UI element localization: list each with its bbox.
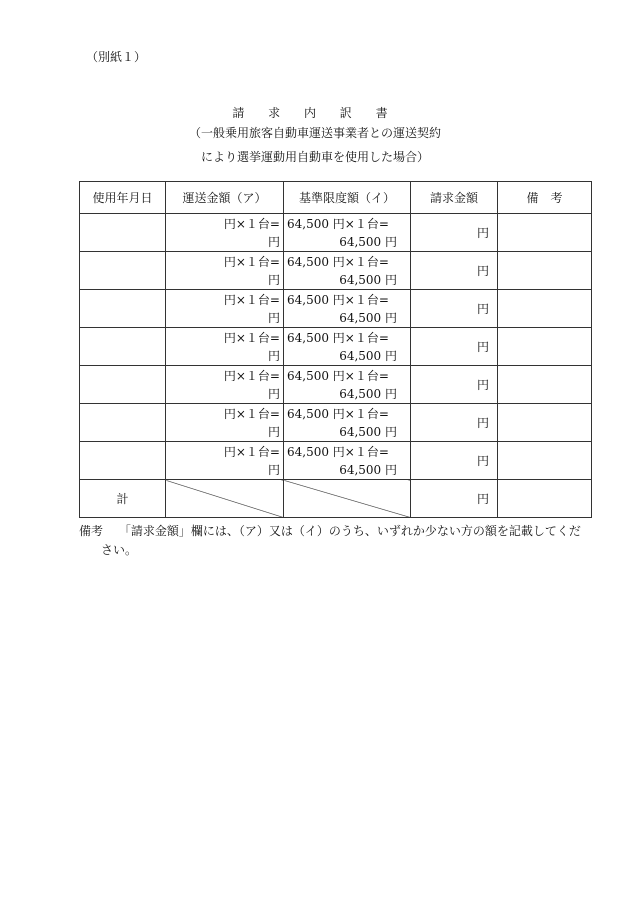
subtitle-line2: により選挙運動用自動車を使用した場合） — [200, 150, 429, 164]
limit-cell — [284, 328, 411, 366]
limit-total: 64,500 円 — [339, 234, 397, 249]
fare-total: 円 — [267, 310, 280, 325]
table-row — [80, 404, 592, 442]
fare-total: 円 — [267, 234, 280, 249]
fare-formula: 円×１台= — [223, 406, 280, 421]
table-row — [80, 366, 592, 404]
limit-formula: 64,500 円×１台= — [287, 406, 389, 421]
note — [79, 522, 599, 560]
limit-cell — [284, 252, 411, 290]
claim-cell[interactable]: 円 — [411, 404, 498, 442]
claim-total-cell[interactable]: 円 — [411, 480, 498, 518]
fare-cell[interactable] — [166, 214, 284, 252]
note-label: 備考 — [79, 524, 104, 538]
fare-total: 円 — [267, 348, 280, 363]
note-line2: さい。 — [101, 543, 138, 557]
date-cell[interactable] — [80, 214, 166, 252]
fare-total: 円 — [267, 462, 280, 477]
limit-formula: 64,500 円×１台= — [287, 216, 389, 231]
remarks-cell[interactable] — [498, 214, 592, 252]
limit-total: 64,500 円 — [339, 462, 397, 477]
limit-formula: 64,500 円×１台= — [287, 254, 389, 269]
limit-total-crossed — [284, 480, 411, 518]
date-cell[interactable] — [80, 442, 166, 480]
note-text: 「請求金額」欄には、（ア）又は（イ）のうち、いずれか少ない方の額を記載してくだ — [118, 524, 581, 538]
fare-total: 円 — [267, 386, 280, 401]
header-fare: 運送金額（ア） — [166, 182, 284, 214]
limit-formula: 64,500 円×１台= — [287, 330, 389, 345]
document-title: 請 求 内 訳 書 — [232, 106, 398, 120]
subtitle-line1: （一般乗用旅客自動車運送事業者との運送契約 — [188, 126, 441, 140]
remarks-cell[interactable] — [498, 404, 592, 442]
date-cell[interactable] — [80, 404, 166, 442]
date-cell[interactable] — [80, 252, 166, 290]
claim-cell[interactable]: 円 — [411, 442, 498, 480]
fare-cell[interactable] — [166, 328, 284, 366]
fare-formula: 円×１台= — [223, 330, 280, 345]
fare-formula: 円×１台= — [223, 292, 280, 307]
fare-cell[interactable] — [166, 366, 284, 404]
annex-label: （別紙１） — [86, 50, 147, 64]
fare-formula: 円×１台= — [223, 254, 280, 269]
note-line1 — [79, 522, 599, 540]
header-row — [80, 182, 592, 214]
limit-cell — [284, 404, 411, 442]
date-cell[interactable] — [80, 328, 166, 366]
remarks-cell[interactable] — [498, 366, 592, 404]
remarks-cell[interactable] — [498, 442, 592, 480]
fare-cell[interactable] — [166, 442, 284, 480]
limit-formula: 64,500 円×１台= — [287, 292, 389, 307]
fare-cell[interactable] — [166, 290, 284, 328]
fare-cell[interactable] — [166, 404, 284, 442]
table-row — [80, 328, 592, 366]
table-row — [80, 214, 592, 252]
total-label: 計 — [80, 480, 166, 518]
fare-total-crossed — [166, 480, 284, 518]
remarks-cell[interactable] — [498, 252, 592, 290]
limit-total: 64,500 円 — [339, 424, 397, 439]
header-claim: 請求金額 — [411, 182, 498, 214]
fare-formula: 円×１台= — [223, 216, 280, 231]
limit-cell — [284, 214, 411, 252]
remarks-cell[interactable] — [498, 328, 592, 366]
table-row — [80, 290, 592, 328]
limit-total: 64,500 円 — [339, 272, 397, 287]
limit-cell — [284, 442, 411, 480]
remarks-total-cell[interactable] — [498, 480, 592, 518]
fare-formula: 円×１台= — [223, 444, 280, 459]
claim-cell[interactable]: 円 — [411, 328, 498, 366]
fare-total: 円 — [267, 272, 280, 287]
fare-total: 円 — [267, 424, 280, 439]
limit-cell — [284, 366, 411, 404]
fare-cell[interactable] — [166, 252, 284, 290]
header-limit: 基準限度額（イ） — [284, 182, 411, 214]
header-date: 使用年月日 — [80, 182, 166, 214]
total-row — [80, 480, 592, 518]
claim-cell[interactable]: 円 — [411, 252, 498, 290]
breakdown-table — [79, 181, 592, 518]
limit-total: 64,500 円 — [339, 348, 397, 363]
limit-cell — [284, 290, 411, 328]
remarks-cell[interactable] — [498, 290, 592, 328]
limit-formula: 64,500 円×１台= — [287, 444, 389, 459]
claim-cell[interactable]: 円 — [411, 366, 498, 404]
date-cell[interactable] — [80, 366, 166, 404]
limit-total: 64,500 円 — [339, 310, 397, 325]
limit-formula: 64,500 円×１台= — [287, 368, 389, 383]
table-row — [80, 442, 592, 480]
date-cell[interactable] — [80, 290, 166, 328]
claim-cell[interactable]: 円 — [411, 214, 498, 252]
header-remarks: 備 考 — [498, 182, 592, 214]
table-row — [80, 252, 592, 290]
fare-formula: 円×１台= — [223, 368, 280, 383]
limit-total: 64,500 円 — [339, 386, 397, 401]
claim-cell[interactable]: 円 — [411, 290, 498, 328]
